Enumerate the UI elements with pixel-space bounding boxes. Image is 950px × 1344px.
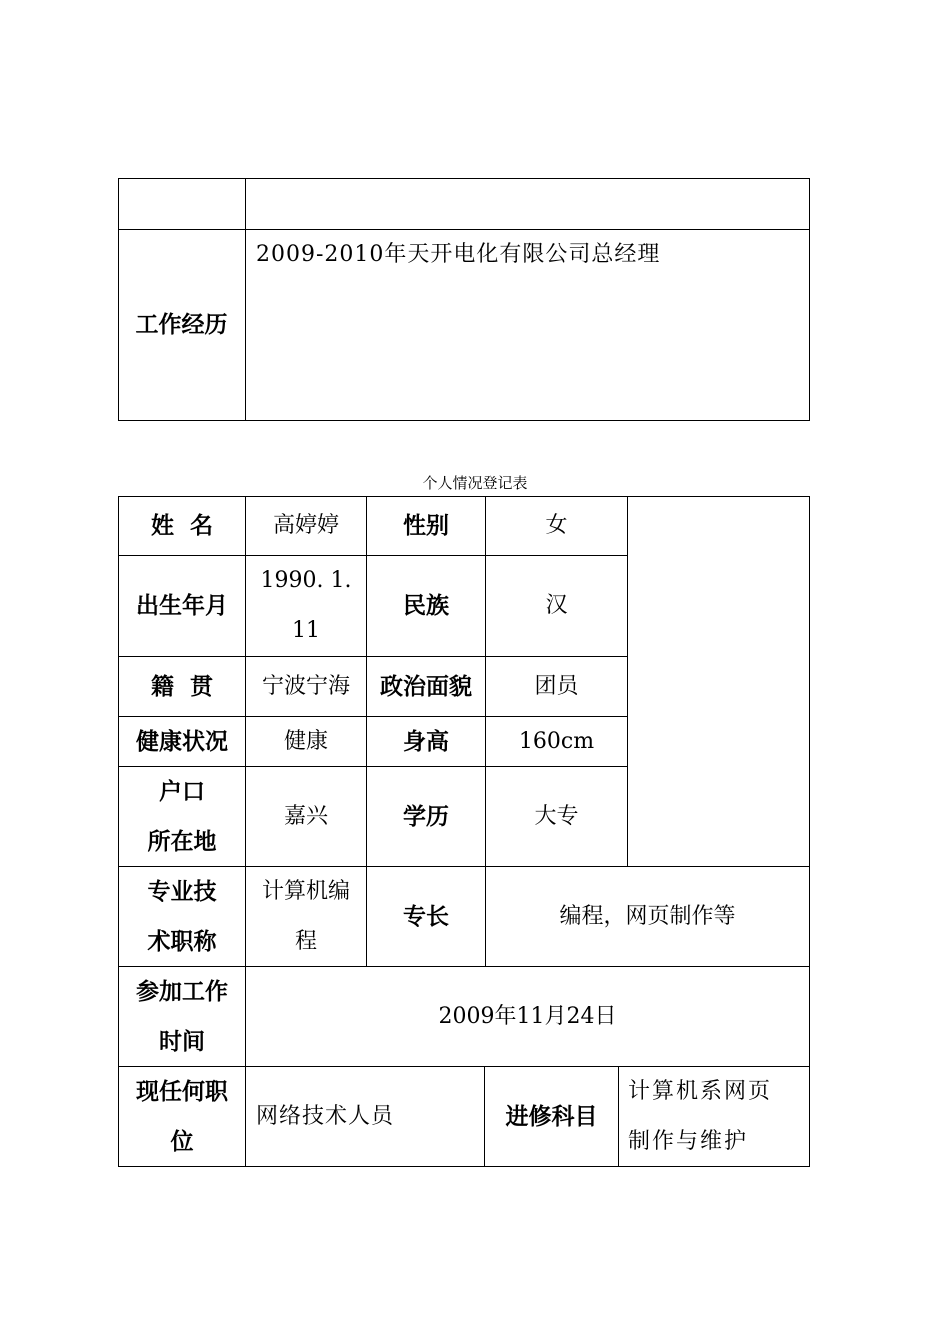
birth-value-line2: 11 <box>292 618 320 643</box>
position-value: 网络技术人员 <box>256 1103 395 1129</box>
workstart-label-line2: 时间 <box>159 1028 205 1055</box>
name-label: 姓 名 <box>150 513 213 539</box>
ethnicity-label: 民族 <box>403 593 449 619</box>
specialty-label: 专长 <box>403 903 449 930</box>
form-caption: 个人情况登记表 <box>422 474 528 492</box>
title-value <box>246 867 366 966</box>
height-label: 身高 <box>403 728 449 755</box>
title-label-line2: 术职称 <box>147 928 217 955</box>
hukou-label-line2: 所在地 <box>147 828 217 855</box>
hukou-label <box>119 767 245 866</box>
origin-value: 宁波宁海 <box>261 673 350 699</box>
workstart-label <box>119 967 245 1066</box>
workstart-value: 2009年11月24日 <box>438 1003 617 1029</box>
specialty-value: 编程，网页制作等 <box>559 903 736 929</box>
birth-value-line1: 1990. 1. <box>260 568 352 593</box>
gender-value: 女 <box>545 513 568 538</box>
political-value: 团员 <box>534 673 579 699</box>
birth-label: 出生年月 <box>136 593 228 619</box>
photo-area <box>628 497 809 866</box>
ethnicity-value: 汉 <box>545 593 568 618</box>
title-value-line1: 计算机编 <box>261 878 350 904</box>
title-label-line1: 专业技 <box>147 878 217 905</box>
name-value: 高婷婷 <box>272 513 339 538</box>
title-value-line2: 程 <box>294 928 317 954</box>
education-value: 大专 <box>534 803 579 829</box>
training-value-line2: 制作与维护 <box>628 1128 749 1154</box>
hukou-value: 嘉兴 <box>283 803 328 829</box>
position-label <box>119 1067 245 1166</box>
workstart-label-line1: 参加工作 <box>136 978 228 1005</box>
political-label: 政治面貌 <box>380 673 472 700</box>
work-history-label: 工作经历 <box>135 311 228 338</box>
training-value <box>628 1069 806 1164</box>
birth-value <box>246 556 366 656</box>
health-value: 健康 <box>283 728 328 754</box>
height-value: 160cm <box>518 728 595 754</box>
gender-label: 性别 <box>403 513 449 539</box>
training-value-line1: 计算机系网页 <box>628 1078 773 1104</box>
education-label: 学历 <box>403 803 449 830</box>
hukou-label-line1: 户口 <box>159 778 205 805</box>
origin-label: 籍 贯 <box>150 673 213 700</box>
health-label: 健康状况 <box>136 728 228 755</box>
position-label-line2: 位 <box>170 1128 194 1155</box>
title-label <box>119 867 245 966</box>
training-label: 进修科目 <box>505 1103 598 1130</box>
position-label-line1: 现任何职 <box>136 1078 228 1105</box>
work-history-content: 2009-2010年天开电化有限公司总经理 <box>256 242 661 267</box>
